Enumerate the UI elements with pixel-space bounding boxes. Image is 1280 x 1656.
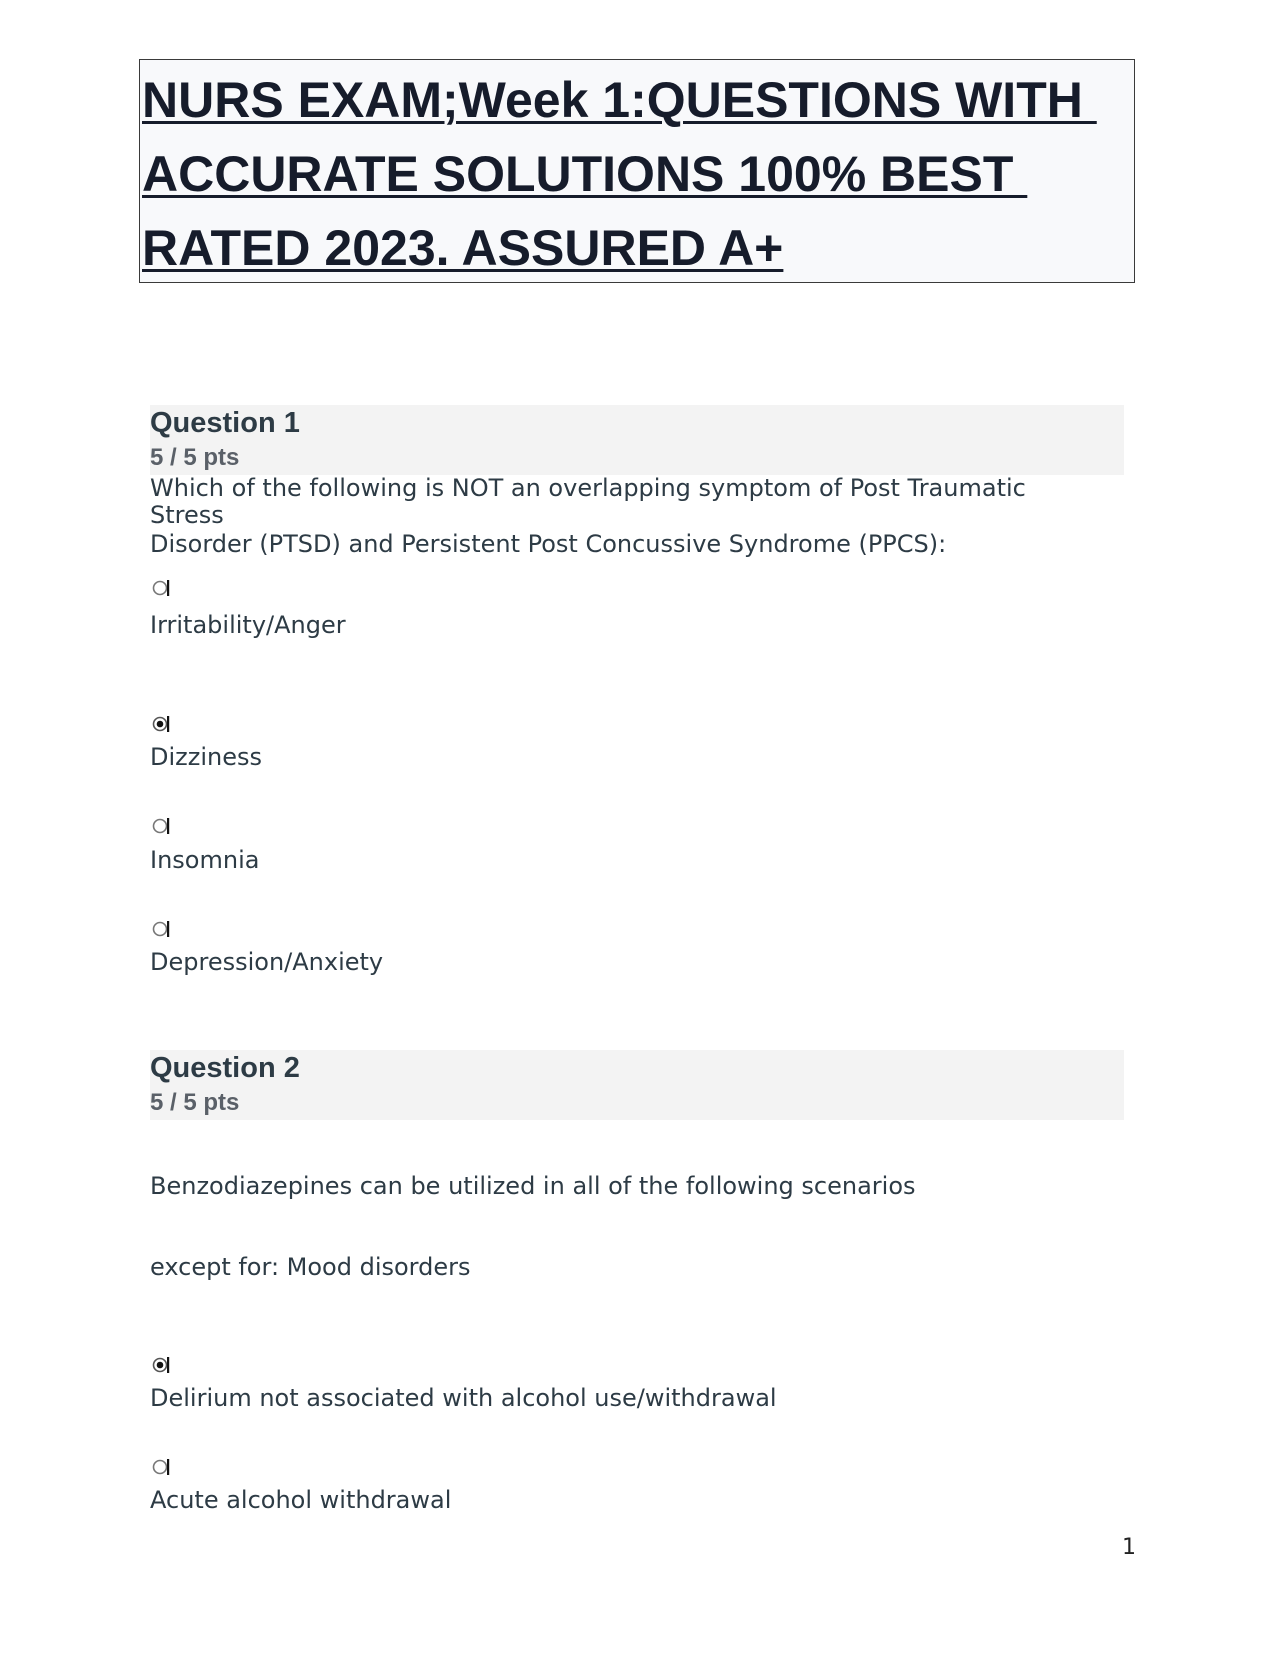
radio-selected-icon[interactable] <box>152 714 170 734</box>
question-1-option-4[interactable]: Depression/Anxiety <box>150 948 384 976</box>
page-number: 1 <box>1122 1535 1136 1560</box>
question-2-prompt-line-1: Benzodiazepines can be utilized in all of the following scenarios <box>150 1172 916 1200</box>
question-1-option-3[interactable]: Insomnia <box>150 846 260 874</box>
question-1-prompt-line-3: Disorder (PTSD) and Persistent Post Concussive Syndrome (PPCS): <box>150 530 947 558</box>
radio-unselected-icon[interactable] <box>152 919 170 939</box>
question-1-prompt-line-1: Which of the following is NOT an overlapping symptom of Post Traumatic <box>150 474 1026 502</box>
radio-unselected-icon[interactable] <box>152 816 170 836</box>
question-2-option-2[interactable]: Acute alcohol withdrawal <box>150 1486 452 1514</box>
question-1-points: 5 / 5 pts <box>150 444 240 471</box>
document-title-line-2: ACCURATE SOLUTIONS 100% BEST <box>142 146 1028 202</box>
document-title-box <box>139 59 1135 283</box>
question-1-title: Question 1 <box>150 407 300 439</box>
question-2-title: Question 2 <box>150 1052 300 1084</box>
question-1-option-1[interactable]: Irritability/Anger <box>150 611 346 639</box>
radio-unselected-icon[interactable] <box>152 578 170 598</box>
radio-unselected-icon[interactable] <box>152 1457 170 1477</box>
question-2-points: 5 / 5 pts <box>150 1089 240 1116</box>
document-title-line-1: NURS EXAM;Week 1:QUESTIONS WITH <box>142 72 1097 128</box>
radio-selected-icon[interactable] <box>152 1355 170 1375</box>
question-1-option-2[interactable]: Dizziness <box>150 743 262 771</box>
question-2-prompt-line-2: except for: Mood disorders <box>150 1253 471 1281</box>
question-1-prompt-line-2: Stress <box>150 501 224 529</box>
question-2-option-1[interactable]: Delirium not associated with alcohol use/withdrawal <box>150 1384 777 1412</box>
document-title-line-3: RATED 2023. ASSURED A+ <box>142 220 784 276</box>
